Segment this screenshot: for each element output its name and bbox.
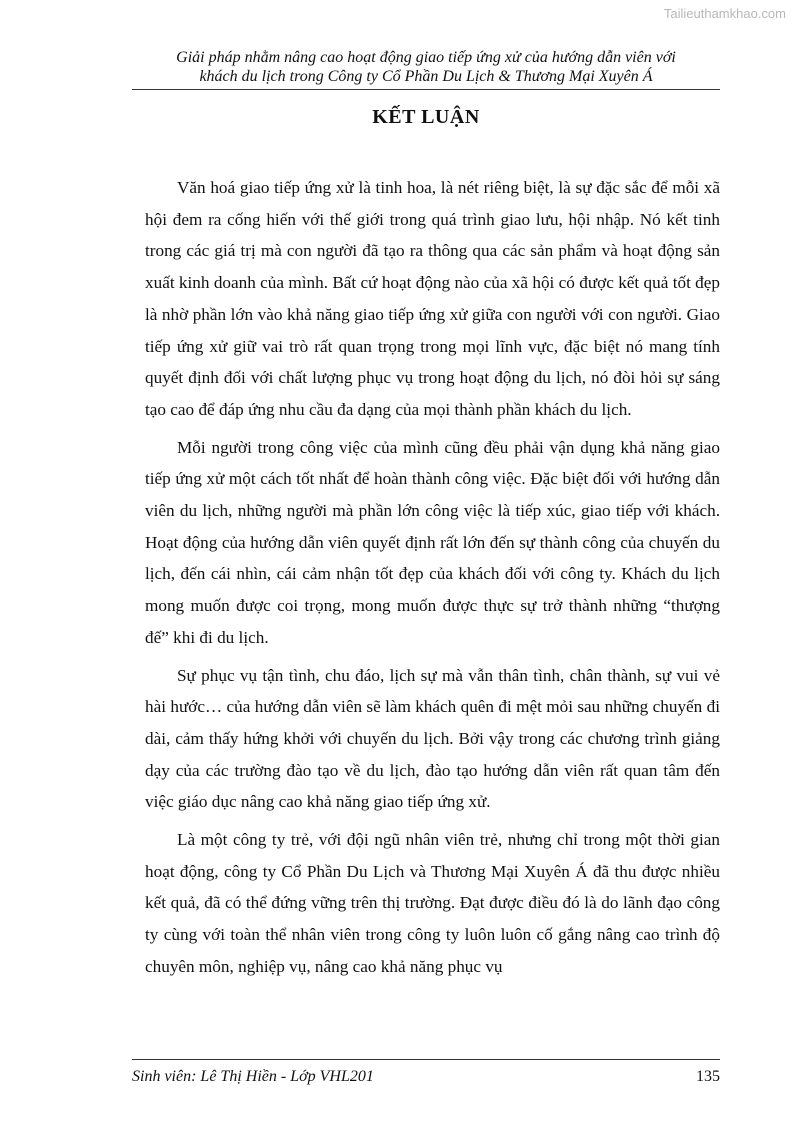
watermark-text: Tailieuthamkhao.com [663,6,786,21]
footer-student-info: Sinh viên: Lê Thị Hiền - Lớp VHL201 [132,1068,374,1085]
header-line-1: Giải pháp nhằm nâng cao hoạt động giao tiếp ứng xử của hướng dẫn viên với [176,49,676,66]
paragraph: Là một công ty trẻ, với đội ngũ nhân viên trẻ, nhưng chỉ trong một thời gian hoạt động, công ty Cổ Phần Du Lịch và Thương Mại Xuyên Á đã thu được nhiều kết quả, đã có thể đứng vững trên thị trường. Đạt được điều đó là do lãnh đạo công ty cùng với toàn thể nhân viên trong công ty luôn luôn cố gắng nâng cao trình độ chuyên môn, nghiệp vụ, nâng cao khả năng phục vụ [145,830,720,976]
body-text [145,172,720,989]
paragraph: Văn hoá giao tiếp ứng xử là tinh hoa, là nét riêng biệt, là sự đặc sắc để mỗi xã hội đem ra cống hiến với thế giới trong quá trình giao lưu, hội nhập. Nó kết tinh trong các giá trị mà con người đã tạo ra thông qua các sản phẩm và hoạt động sản xuất kinh doanh của mình. Bất cứ hoạt động nào của xã hội có được kết quả tốt đẹp là nhờ phần lớn vào khả năng giao tiếp ứng xử giữa con người với con người. Giao tiếp ứng xử giữ vai trò rất quan trọng trong mọi lĩnh vực, đặc biệt nó mang tính quyết định đối với chất lượng phục vụ trong hoạt động du lịch, nó đòi hỏi sự sáng tạo cao để đáp ứng nhu cầu đa dạng của mọi thành phần khách du lịch. [145,178,720,419]
header-line-2: khách du lịch trong Công ty Cổ Phần Du Lịch & Thương Mại Xuyên Á [199,68,653,85]
page-footer [132,1059,720,1086]
page-title: KẾT LUẬN [372,106,480,128]
running-header [132,48,720,90]
paragraph: Mỗi người trong công việc của mình cũng đều phải vận dụng khả năng giao tiếp ứng xử một cách tốt nhất để hoàn thành công việc. Đặc biệt đối với hướng dẫn viên du lịch, những người mà phần lớn công việc là tiếp xúc, giao tiếp với khách. Hoạt động của hướng dẫn viên quyết định rất lớn đến sự thành công của chuyến du lịch, đến cái nhìn, cái cảm nhận tốt đẹp của khách đối với công ty. Khách du lịch mong muốn được coi trọng, mong muốn được thực sự trở thành những “thượng đế” khi đi du lịch. [145,437,720,647]
paragraph: Sự phục vụ tận tình, chu đáo, lịch sự mà vẫn thân tình, chân thành, sự vui vẻ hài hước… của hướng dẫn viên sẽ làm khách quên đi mệt mỏi sau những chuyến đi dài, cảm thấy hứng khởi với chuyến du lịch. Bởi vậy trong các chương trình giảng dạy của các trường đào tạo về du lịch, đào tạo hướng dẫn viên rất quan tâm đến việc giáo dục nâng cao khả năng giao tiếp ứng xử. [145,665,720,812]
page-number: 135 [696,1068,720,1085]
